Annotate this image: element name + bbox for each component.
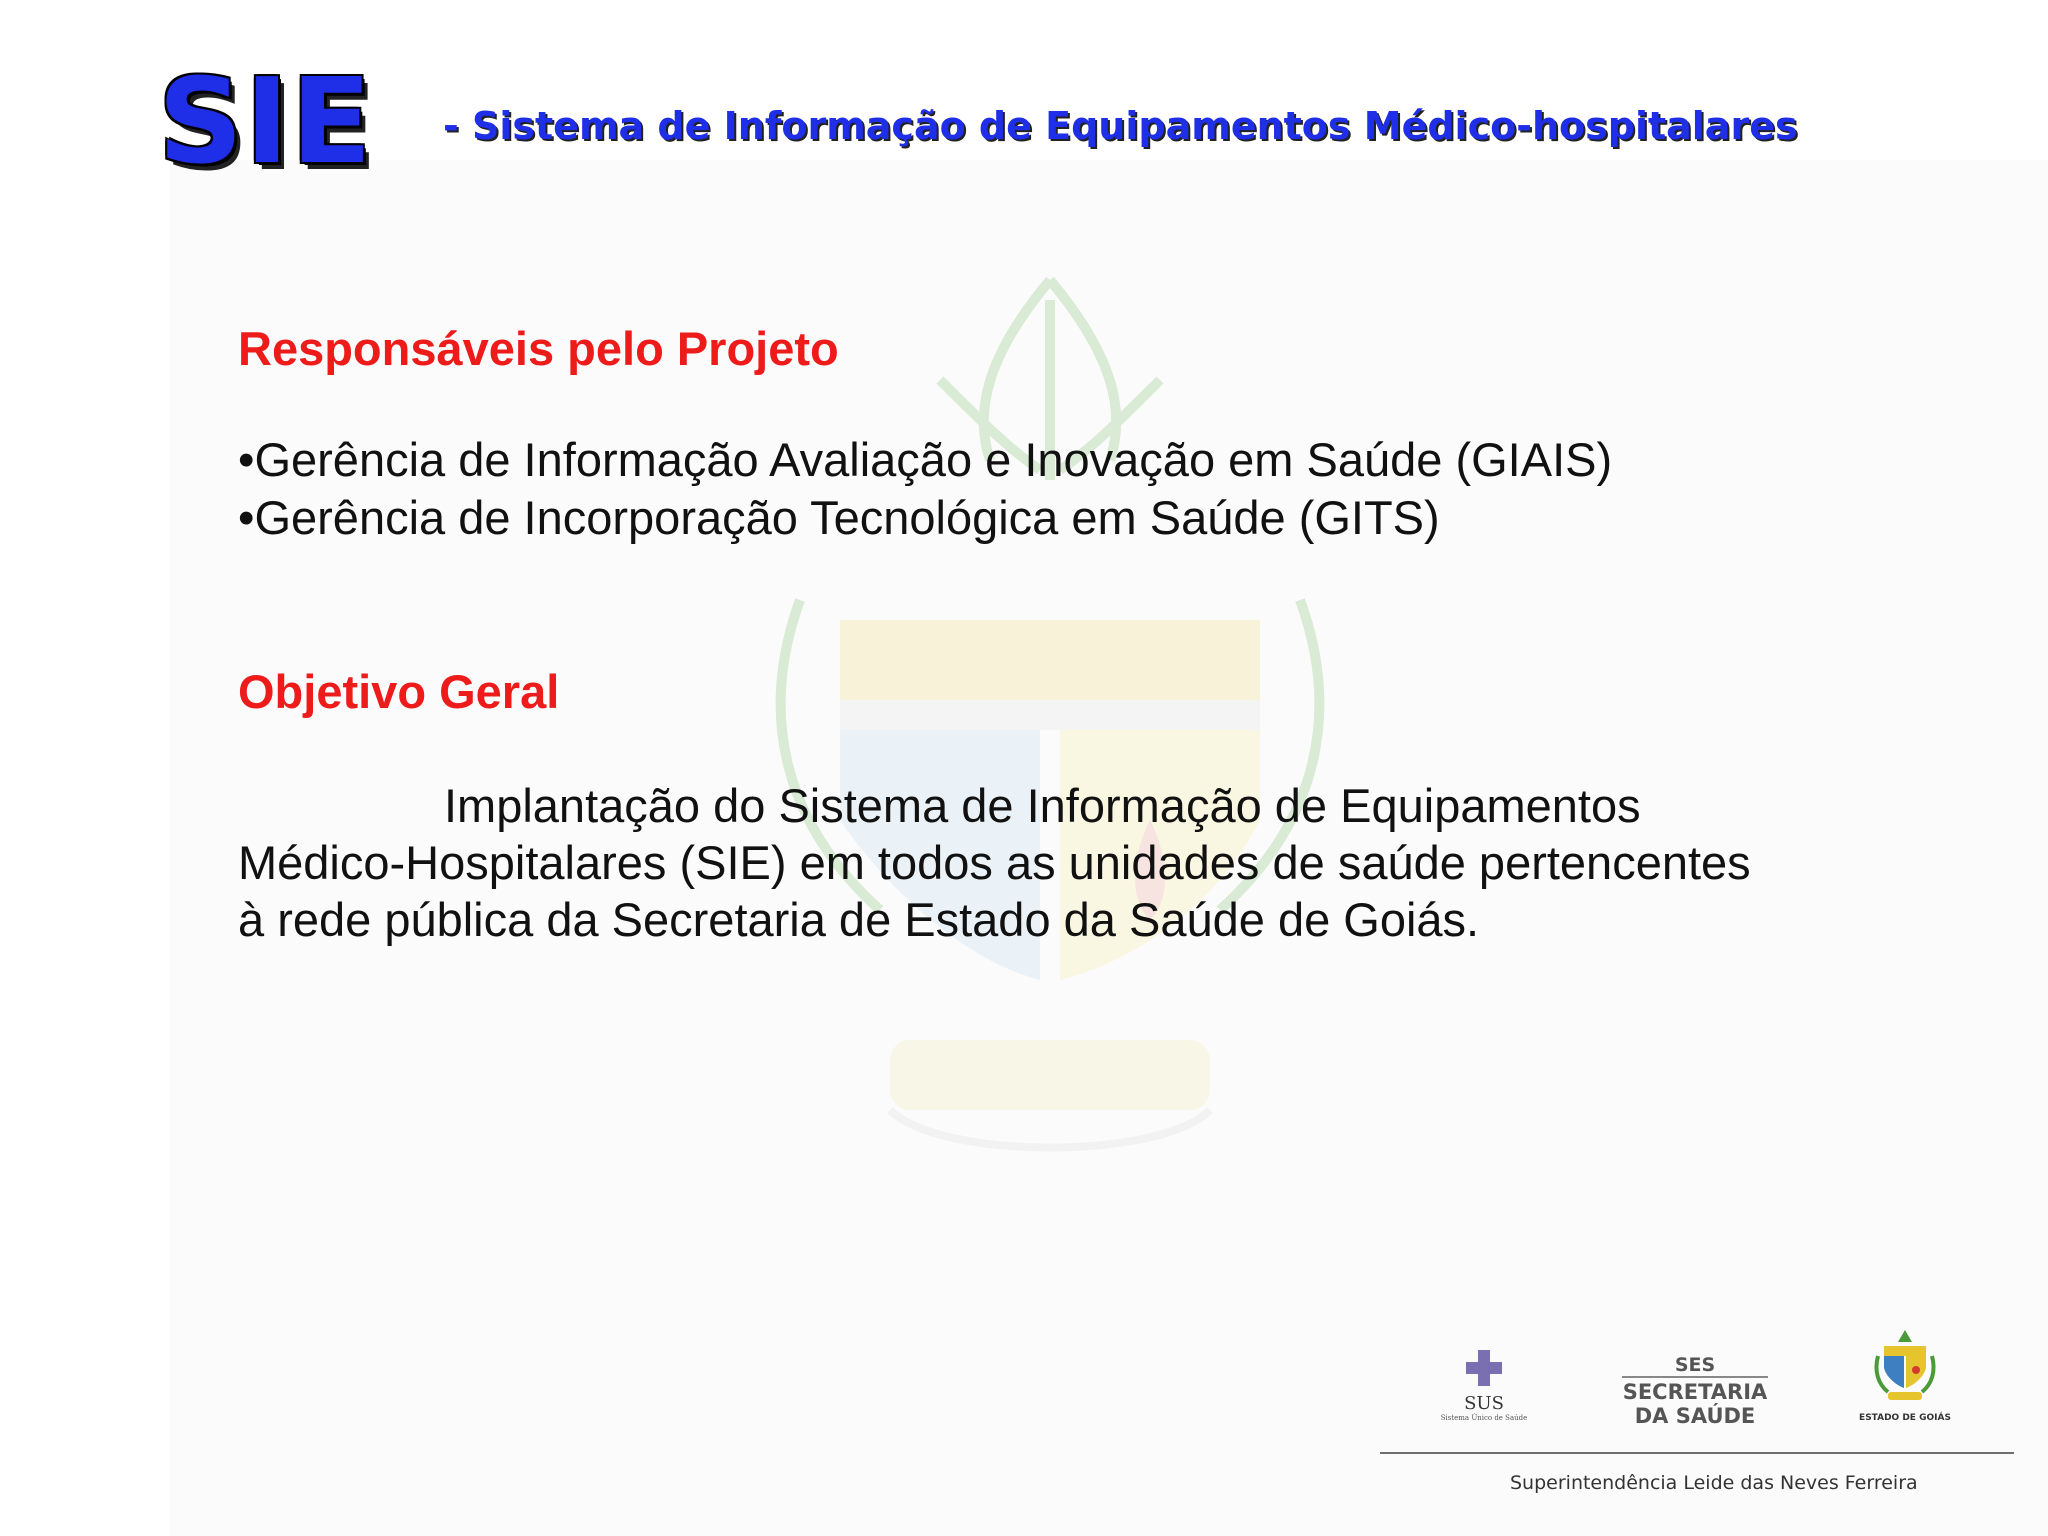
ses-line-secretaria: SECRETARIA: [1622, 1376, 1768, 1404]
list-item: •Gerência de Incorporação Tecnológica em Saúde (GITS): [238, 491, 1440, 544]
footer-credit: Superintendência Leide das Neves Ferreira: [1510, 1472, 1918, 1494]
responsaveis-list: [238, 431, 1778, 547]
goias-logo: [1850, 1326, 1960, 1423]
header-subtitle: - Sistema de Informação de Equipamentos Médico-hospitalares: [443, 104, 1798, 148]
sie-logo: SIE: [158, 52, 374, 190]
goias-label: ESTADO DE GOIÁS: [1859, 1413, 1951, 1423]
ses-acronym: SES: [1674, 1354, 1716, 1376]
slide-content: [238, 320, 1778, 948]
list-item: •Gerência de Informação Avaliação e Inovação em Saúde (GIAIS): [238, 433, 1613, 486]
section-title-objetivo: Objetivo Geral: [238, 665, 560, 718]
sus-tagline: Sistema Único de Saúde: [1440, 1414, 1528, 1422]
objetivo-paragraph: Implantação do Sistema de Informação de Equipamentos Médico-Hospitalares (SIE) em todos as unidades de saúde pertencentes à rede pública da Secretaria de Estado da Saúde de Goiás.: [238, 779, 1751, 946]
ses-line-saude: DA SAÚDE: [1634, 1404, 1756, 1428]
section-title-responsaveis: Responsáveis pelo Projeto: [238, 322, 839, 375]
sus-logo: [1428, 1348, 1540, 1422]
goias-coat-of-arms-icon: [1870, 1326, 1940, 1406]
ses-logo: [1622, 1354, 1768, 1428]
sus-cross-icon: [1464, 1348, 1504, 1388]
sus-label: SUS: [1464, 1393, 1504, 1414]
footer-divider: [1380, 1452, 2014, 1454]
